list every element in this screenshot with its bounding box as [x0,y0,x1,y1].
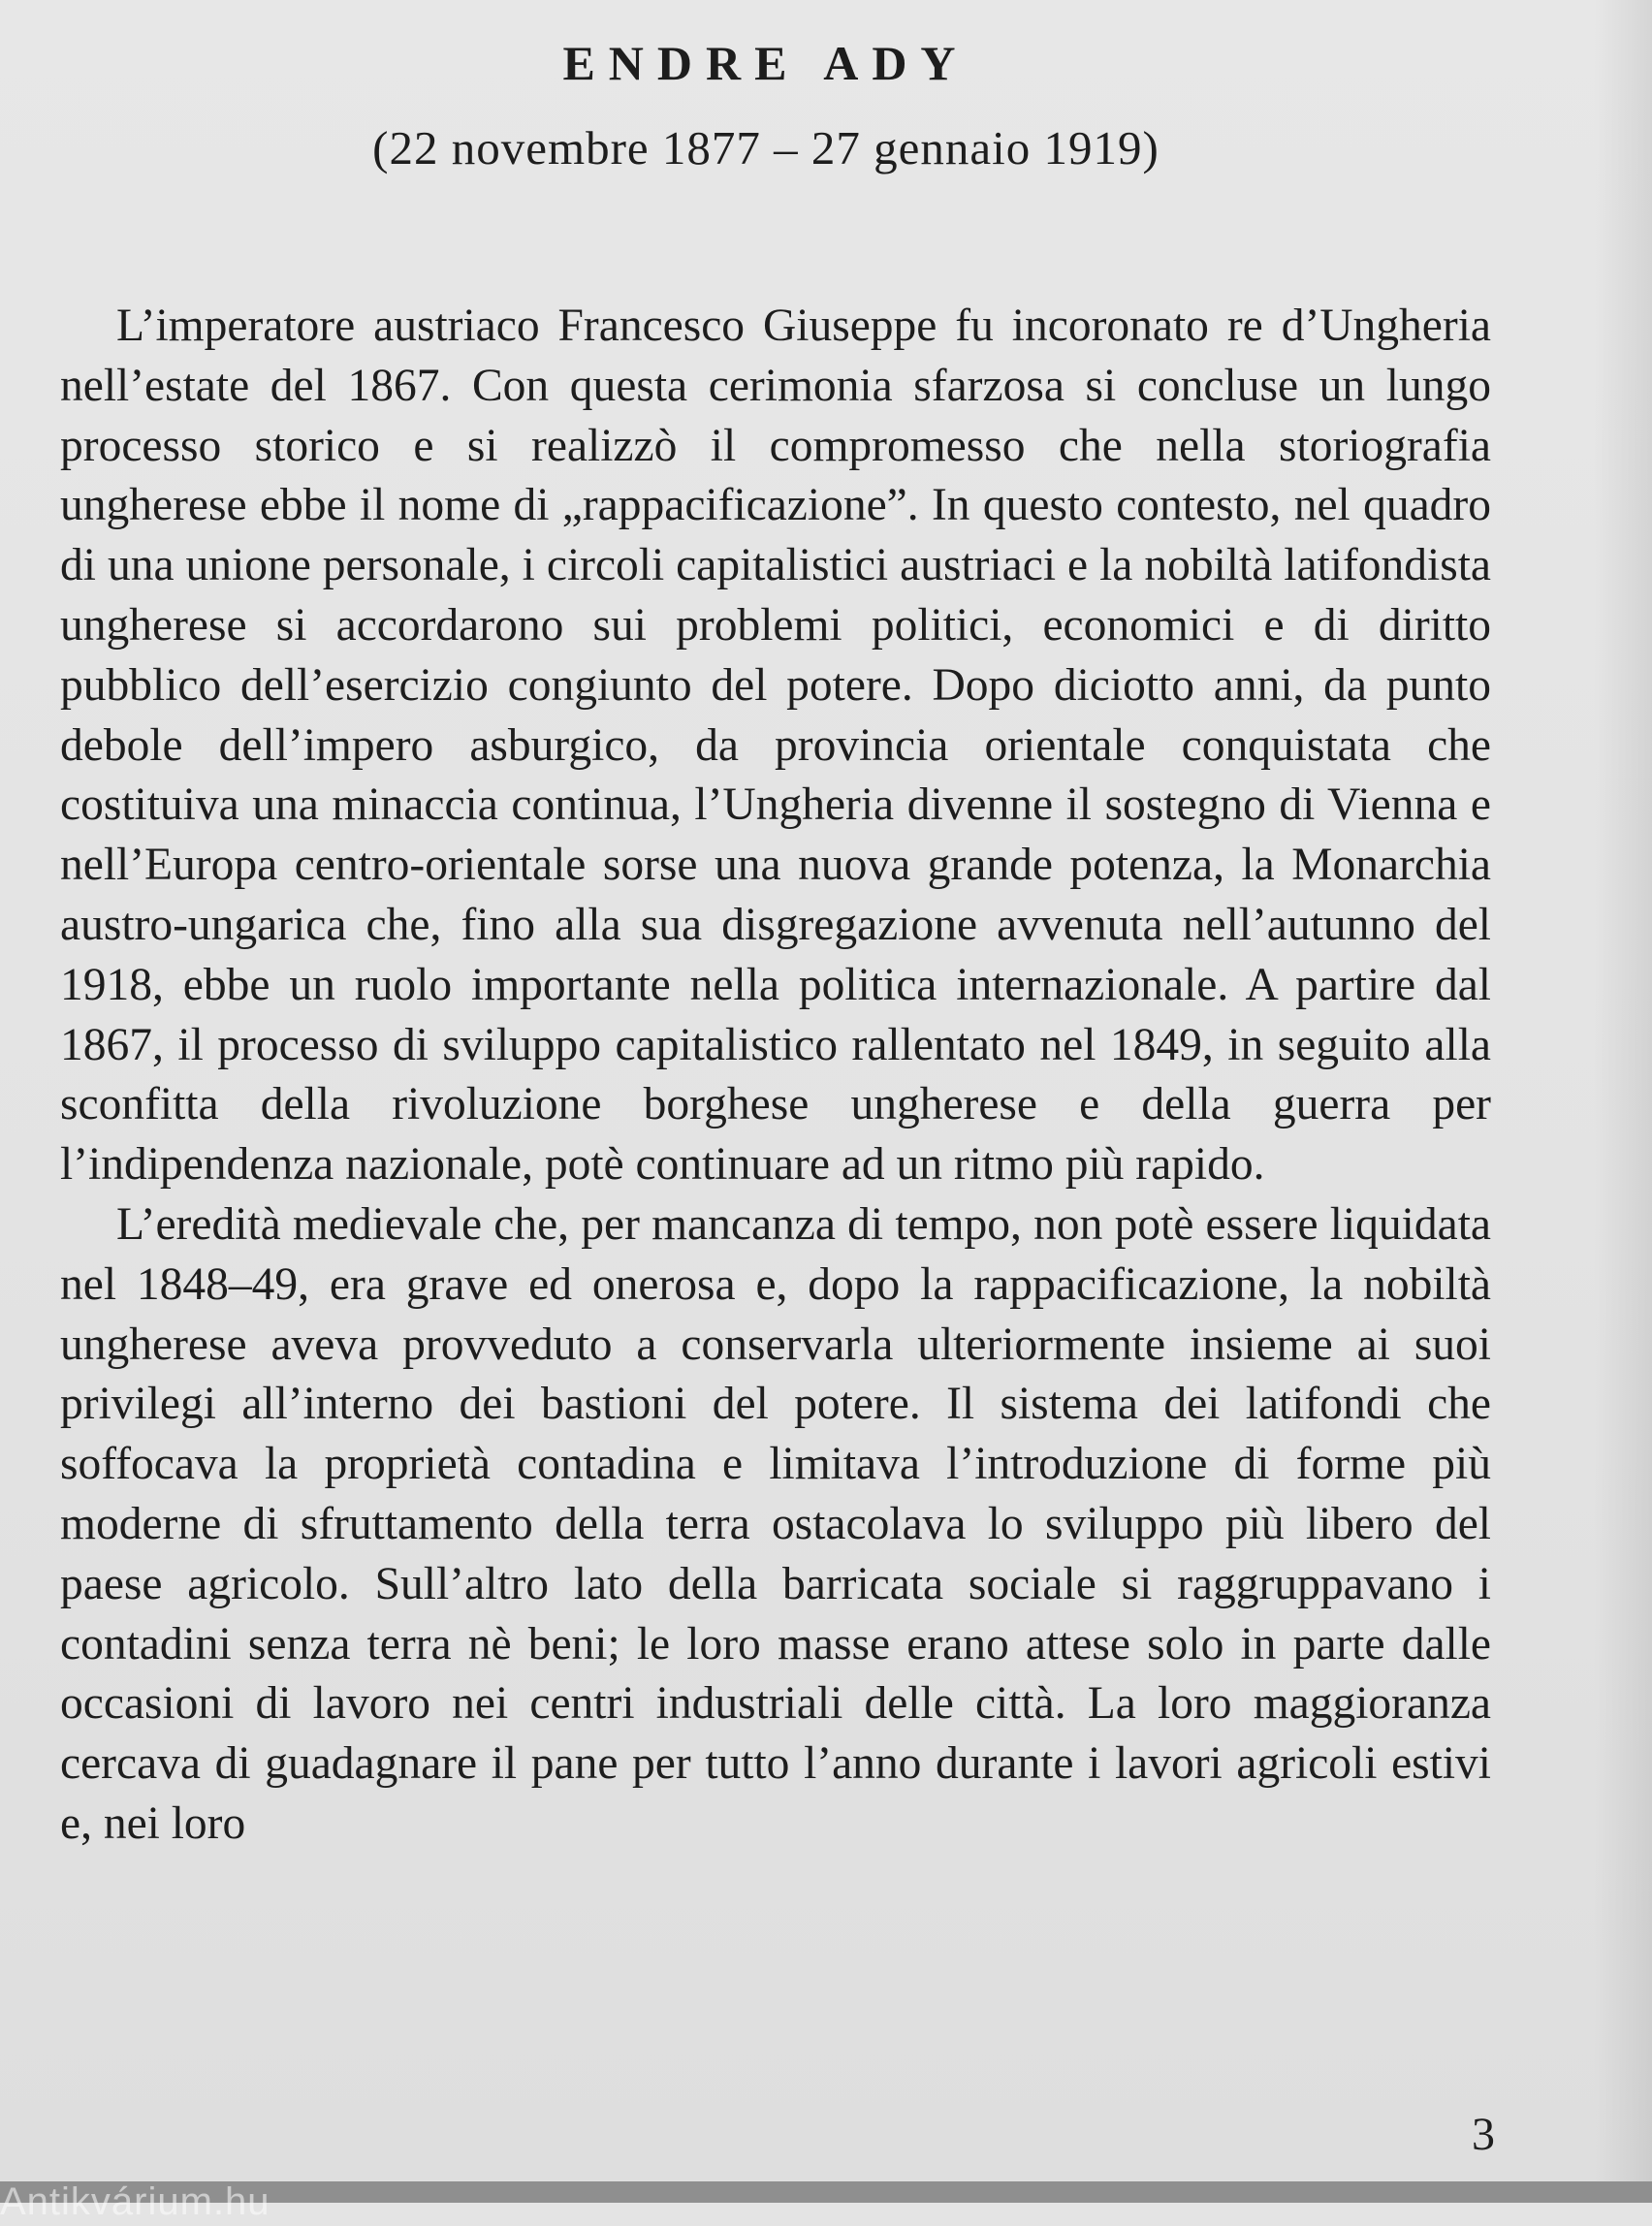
body-text [60,297,1491,1855]
page-number: 3 [1472,2109,1495,2160]
paragraph: L’eredità medievale che, per mancanza di tempo, non potè essere liquidata nel 1848–49, era grave ed onerosa e, dopo la rappacificazione, la nobiltà ungherese aveva provveduto a conservarla ulteriormente insieme ai suoi privilegi all’interno dei bastioni del potere. Il sistema dei latifondi che soffocava la proprietà contadina e limitava l’introduzione di forme più moderne di sfruttamento della terra ostacolava lo sviluppo più libero del paese agricolo. Sull’altro lato della barricata sociale si raggruppavano i contadini senza terra nè beni; le loro masse erano attese solo in parte dalle occasioni di lavoro nei centri industriali delle città. La loro maggioranza cercava di guadagnare il pane per tutto l’anno durante i lavori agricoli estivi e, nei loro [60,1198,1491,1849]
page-title: ENDRE ADY [562,36,969,90]
paragraph: L’imperatore austriaco Francesco Giuseppe fu incoronato re d’Ungheria nell’estate del 1867. Con questa cerimonia sfarzosa si concluse un lungo processo storico e si realizzò il compromesso che nella storiografia ungherese ebbe il nome di „rappacificazione”. In questo contesto, nel quadro di una unione personale, i circoli capitalistici austriaci e la nobiltà latifondista ungherese si accordarono sui problemi politici, economici e di diritto pubblico dell’esercizio congiunto del potere. Dopo diciotto anni, da punto debole dell’impero asburgico, da provincia orientale conquistata che costituiva una minaccia continua, l’Ungheria divenne il sostegno di Vienna e nell’Europa centro-orientale sorse una nuova grande potenza, la Monarchia austro-ungarica che, fino alla sua disgregazione avvenuta nell’autunno del 1918, ebbe un ruolo importante nella politica internazionale. A partire dal 1867, il processo di sviluppo capitalistico rallentato nel 1849, in seguito alla sconfitta della rivoluzione borghese ungherese e della guerra per l’indipendenza nazionale, potè continuare ad un ritmo più rapido. [60,301,1491,1191]
page-edge-shadow [1594,0,1652,2203]
life-dates-subtitle: (22 novembre 1877 – 27 gennaio 1919) [372,121,1160,175]
watermark: Antikvárium.hu [0,2180,270,2223]
